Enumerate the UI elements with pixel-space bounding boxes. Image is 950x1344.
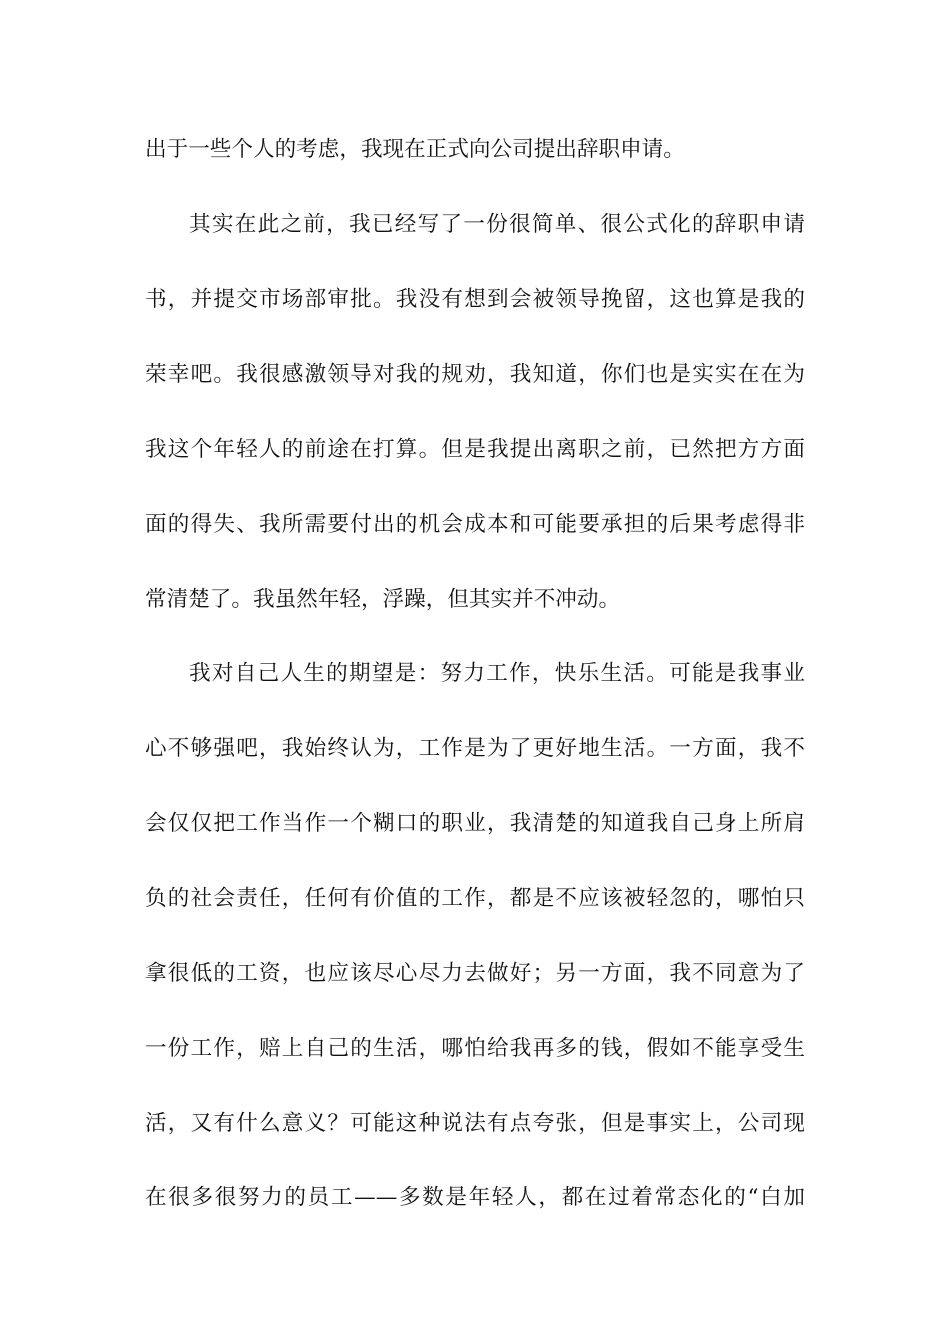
paragraph-line: 一份工作，赔上自己的生活，哪怕给我再多的钱，假如不能享受生: [145, 1036, 805, 1061]
paragraph-line: 其实在此之前，我已经写了一份很简单、很公式化的辞职申请: [189, 212, 805, 237]
paragraph-line: 负的社会责任，任何有价值的工作，都是不应该被轻忽的，哪怕只: [145, 886, 805, 911]
paragraph-line: 在很多很努力的员工——多数是年轻人，都在过着常态化的“白加: [145, 1185, 805, 1210]
paragraph-line: 我这个年轻人的前途在打算。但是我提出离职之前，已然把方方面: [145, 437, 805, 462]
paragraph-line: 会仅仅把工作当作一个糊口的职业，我清楚的知道我自己身上所肩: [145, 811, 805, 836]
paragraph-line: 心不够强吧，我始终认为，工作是为了更好地生活。一方面，我不: [145, 736, 805, 761]
paragraph-line: 拿很低的工资，也应该尽心尽力去做好；另一方面，我不同意为了: [145, 961, 805, 986]
paragraph-line: 出于一些个人的考虑，我现在正式向公司提出辞职申请。: [145, 137, 685, 162]
paragraph-line: 常清楚了。我虽然年轻，浮躁，但其实并不冲动。: [145, 587, 621, 612]
paragraph-line: 我对自己人生的期望是：努力工作，快乐生活。可能是我事业: [189, 661, 805, 686]
paragraph-line: 荣幸吧。我很感激领导对我的规劝，我知道，你们也是实实在在为: [145, 362, 805, 387]
paragraph-line: 书，并提交市场部审批。我没有想到会被领导挽留，这也算是我的: [145, 287, 805, 312]
paragraph-line: 活，又有什么意义？可能这种说法有点夸张，但是事实上，公司现: [145, 1111, 805, 1136]
paragraph-line: 面的得失、我所需要付出的机会成本和可能要承担的后果考虑得非: [145, 512, 805, 537]
